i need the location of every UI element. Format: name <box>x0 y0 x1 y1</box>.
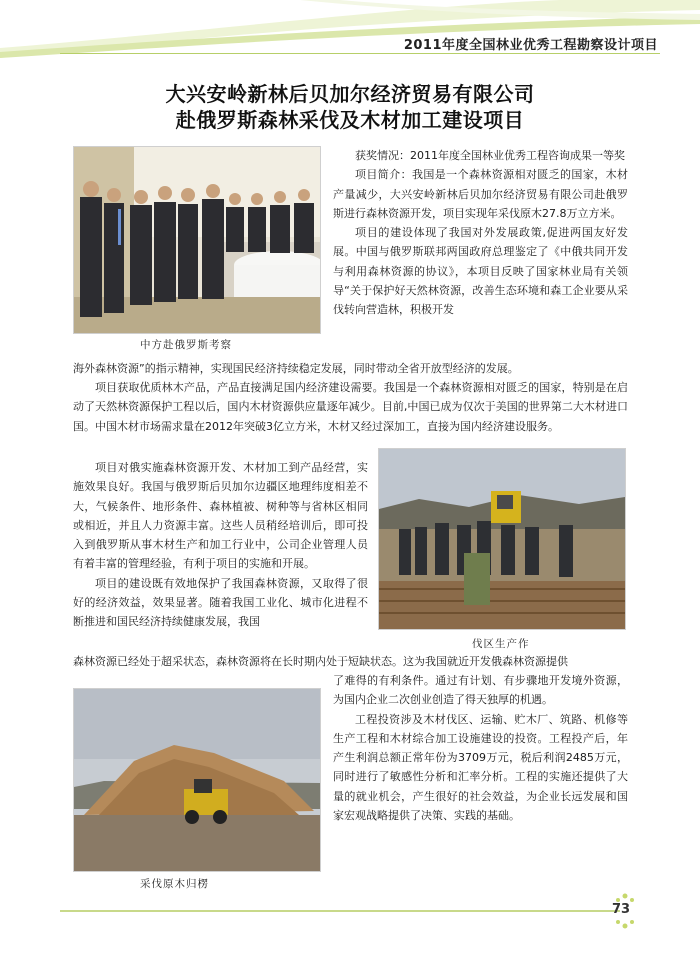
page-number: 73 <box>612 902 631 917</box>
text-column-3 <box>333 671 628 825</box>
text-column-1 <box>333 146 628 320</box>
photo-logging-site <box>378 448 626 630</box>
caption-delegation: 中方赴俄罗斯考察 <box>140 339 232 351</box>
footer-rule <box>60 910 620 912</box>
caption-logging-site: 伐区生产作 <box>472 638 530 650</box>
full-width-line-3: 森林资源已经处于超采状态，森林资源将在长时期内处于短缺状态。这为我国就近开发俄森林资源提供 <box>73 655 568 668</box>
running-title: 2011年度全国林业优秀工程勘察设计项目 <box>403 38 658 53</box>
photo-delegation <box>73 146 321 334</box>
full-width-line-1: 海外森林资源”的指示精神，实现国民经济持续稳定发展，同时带动全省开放型经济的发展。 <box>73 362 519 375</box>
policy-paragraph: 项目的建设体现了我国对外发展政策,促进两国友好发展。中国与俄罗斯联邦两国政府总理鉴定了《中俄共同开发与利用森林资源的协议》，本项目反映了国家林业局有关领导“关于保护好天然林资源，改善生态环境和森工企业要从采伐转向营造林，积极开发 <box>333 226 628 317</box>
cooperation-paragraph: 项目对俄实施森林资源开发、木材加工到产品经营，实施效果良好。我国与俄罗斯后贝加尔边疆区地理纬度相差不大，气候条件、地形条件、森林植被、树种等与省林区相同或相近，并且人力资源丰富。这些人员稍经培训后，即可投入到俄罗斯从事木材生产和加工行业中，公司企业管理人员有着丰富的管理经验，有利于项目的实施和开展。 <box>73 461 368 571</box>
intro-paragraph: 项目简介：我国是一个森林资源相对匮乏的国家，木材产量减少，大兴安岭新林后贝加尔经济贸易有限公司赴俄罗斯进行森林资源开发，项目实现年采伐原木27.8万立方米。 <box>333 168 628 220</box>
benefit-paragraph: 项目的建设既有效地保护了我国森林资源，又取得了很好的经济效益，效果显著。随着我国工业化、城市化进程不断推进和国民经济持续健康发展，我国 <box>73 576 368 629</box>
opportunity-paragraph: 了难得的有利条件。通过有计划、有步骤地开发境外资源，为国内企业二次创业创造了得天独厚的机遇。 <box>333 674 628 707</box>
photo-log-pile <box>73 688 321 872</box>
log-pile-image <box>74 689 320 871</box>
logging-site-image <box>379 449 625 629</box>
article-title-line1: 大兴安岭新林后贝加尔经济贸易有限公司 <box>165 82 535 106</box>
caption-log-pile: 采伐原木归楞 <box>140 878 209 890</box>
full-width-paragraph-2: 项目获取优质林木产品，产品直接满足国内经济建设需要。我国是一个森林资源相对匮乏的国家，特别是在启动了天然林资源保护工程以后，国内木材资源供应量逐年减少。目前,中国已成为仅次于美国的世界第二大木材进口国。中国木材市场需求量在2012年突破3亿立方米，木材又经过深加工，直接为国内经济建设服务。 <box>73 381 628 433</box>
investment-paragraph: 工程投资涉及木材伐区、运输、贮木厂、筑路、机修等生产工程和木材综合加工设施建设的投资。工程投产后，年产生利润总额正常年份为3709万元，税后利润2485万元，同时进行了敏感性分析和汇率分析。工程的实施还提供了大量的就业机会，产生很好的社会效益，为企业长远发展和国家宏观战略提供了决策、实践的基础。 <box>333 712 628 823</box>
header-rule <box>60 53 660 54</box>
text-column-2 <box>73 458 368 632</box>
award-paragraph: 获奖情况：2011年度全国林业优秀工程咨询成果一等奖 <box>355 149 625 162</box>
delegation-image <box>74 147 320 333</box>
article-title-line2: 赴俄罗斯森林采伐及木材加工建设项目 <box>175 108 525 132</box>
